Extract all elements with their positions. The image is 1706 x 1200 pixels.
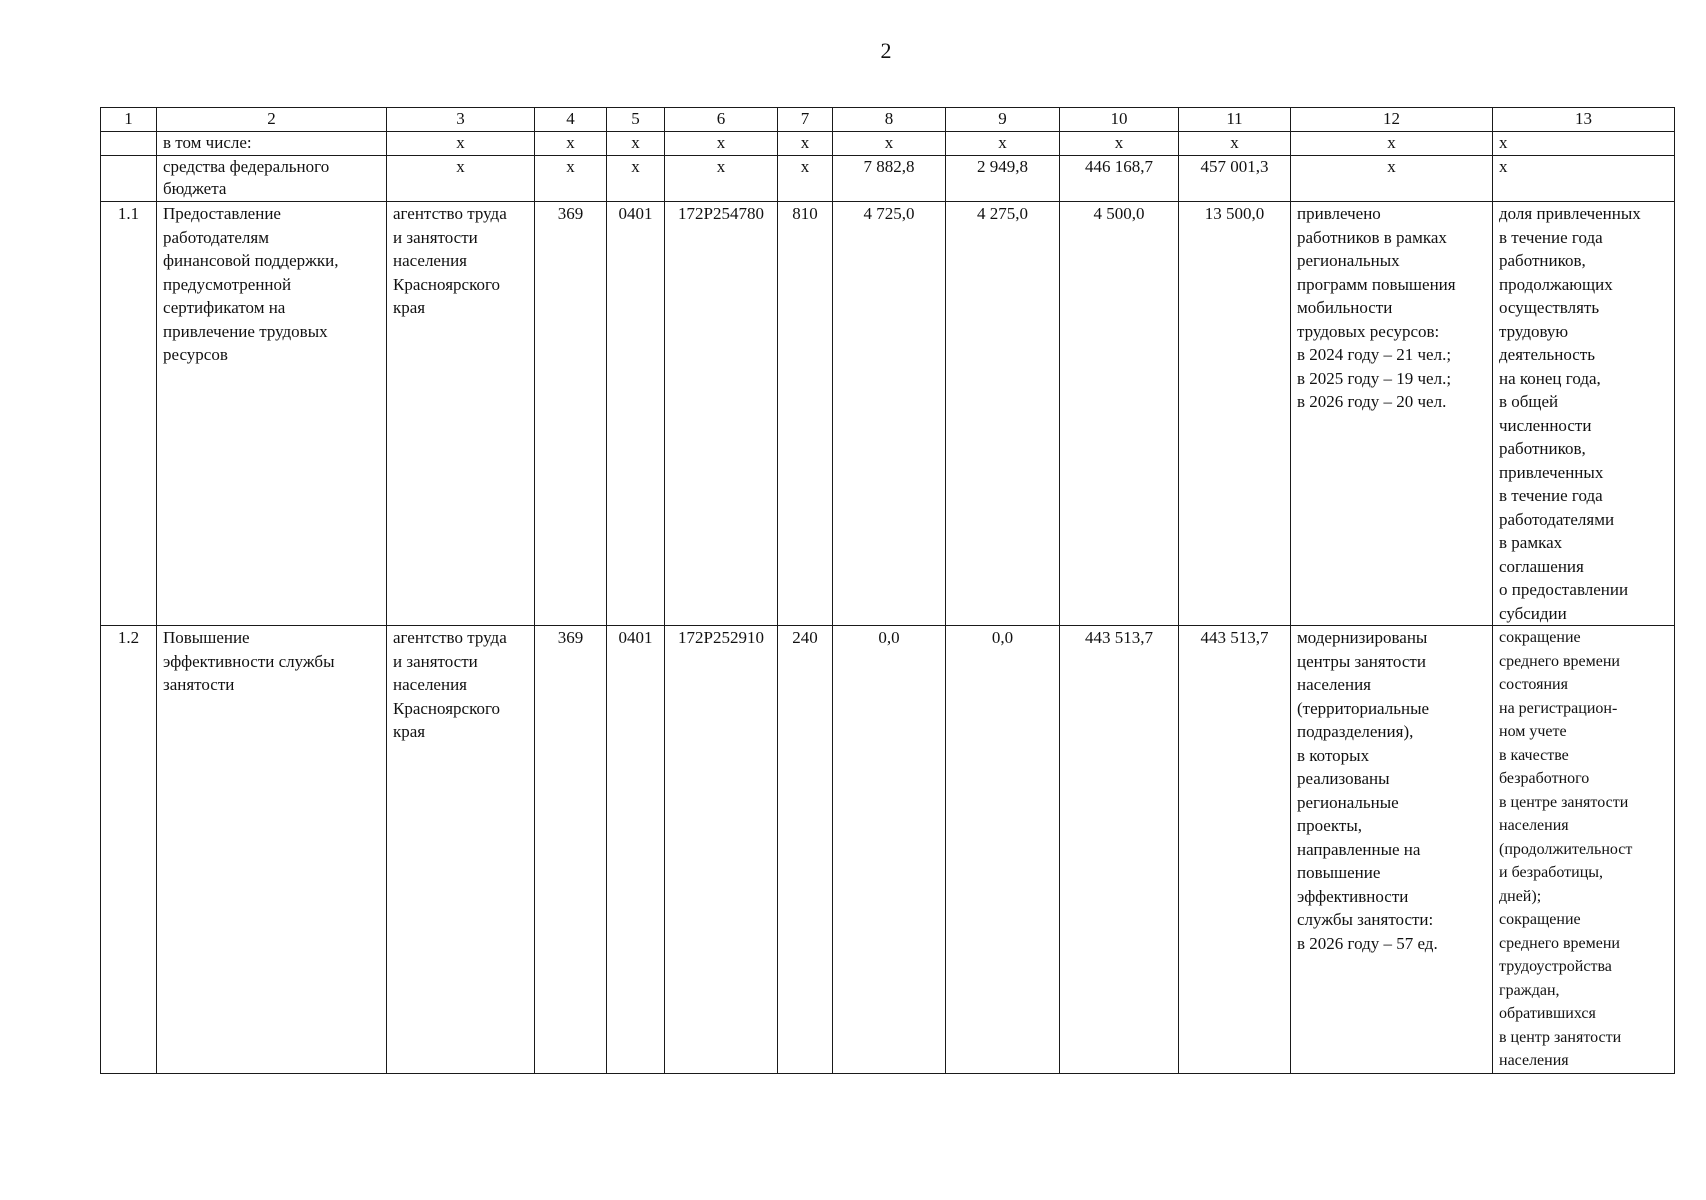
cell-amount: х — [1060, 132, 1179, 156]
table-row — [101, 202, 1675, 626]
cell-amount: х — [946, 132, 1060, 156]
cell-indicator: х — [1493, 156, 1675, 202]
cell-name: Предоставление работодателям финансовой поддержки, предусмотренной сертификатом на привлечение трудовых ресурсов — [157, 202, 387, 626]
cell-total: х — [1179, 132, 1291, 156]
cell-name: в том числе: — [157, 132, 387, 156]
cell-amount: х — [833, 132, 946, 156]
cell-amount: 4 500,0 — [1060, 202, 1179, 626]
page-number: 2 — [880, 38, 892, 63]
cell-indicator: х — [1493, 132, 1675, 156]
cell-amount: 7 882,8 — [833, 156, 946, 202]
column-header: 5 — [607, 108, 665, 132]
column-header: 10 — [1060, 108, 1179, 132]
column-header: 7 — [778, 108, 833, 132]
cell-expense-type: 810 — [778, 202, 833, 626]
cell-result: х — [1291, 132, 1493, 156]
column-header: 13 — [1493, 108, 1675, 132]
cell-amount: 0,0 — [833, 626, 946, 1074]
cell-agency: х — [387, 156, 535, 202]
cell-number — [101, 132, 157, 156]
column-header: 11 — [1179, 108, 1291, 132]
program-table — [100, 107, 1675, 1074]
cell-grbs: 369 — [535, 202, 607, 626]
cell-target-article: 172P252910 — [665, 626, 778, 1074]
cell-amount: 4 275,0 — [946, 202, 1060, 626]
cell-number: 1.2 — [101, 626, 157, 1074]
cell-target-article: х — [665, 132, 778, 156]
cell-amount: 2 949,8 — [946, 156, 1060, 202]
column-header: 1 — [101, 108, 157, 132]
cell-agency: агентство труда и занятости населения Красноярского края — [387, 626, 535, 1074]
cell-number: 1.1 — [101, 202, 157, 626]
cell-number — [101, 156, 157, 202]
cell-target-article: 172P254780 — [665, 202, 778, 626]
cell-result: привлечено работников в рамках региональных программ повышения мобильности трудовых ресурсов: в 2024 году – 21 чел.; в 2025 году – 19 чел.; в 2026 году – 20 чел. — [1291, 202, 1493, 626]
cell-expense-type: 240 — [778, 626, 833, 1074]
cell-grbs: х — [535, 132, 607, 156]
table-row — [101, 156, 1675, 202]
cell-total: 443 513,7 — [1179, 626, 1291, 1074]
table-row — [101, 626, 1675, 1074]
cell-agency: агентство труда и занятости населения Красноярского края — [387, 202, 535, 626]
cell-expense-type: х — [778, 156, 833, 202]
column-header: 8 — [833, 108, 946, 132]
cell-agency: х — [387, 132, 535, 156]
cell-section: х — [607, 156, 665, 202]
column-header: 2 — [157, 108, 387, 132]
cell-name: Повышение эффективности службы занятости — [157, 626, 387, 1074]
cell-section: 0401 — [607, 202, 665, 626]
cell-amount: 446 168,7 — [1060, 156, 1179, 202]
cell-expense-type: х — [778, 132, 833, 156]
cell-result: модернизированы центры занятости населения (территориальные подразделения), в которых реализованы региональные проекты, направленные на повышение эффективности службы занятости: в 2026 году – 57 ед. — [1291, 626, 1493, 1074]
cell-section: 0401 — [607, 626, 665, 1074]
cell-total: 457 001,3 — [1179, 156, 1291, 202]
column-header: 3 — [387, 108, 535, 132]
cell-grbs: 369 — [535, 626, 607, 1074]
column-number-row — [101, 108, 1675, 132]
cell-total: 13 500,0 — [1179, 202, 1291, 626]
cell-indicator: доля привлеченных в течение года работников, продолжающих осуществлять трудовую деятельность на конец года, в общей численности работников, привлеченных в течение года работодателями в рамках соглашения о предоставлении субсидии — [1493, 202, 1675, 626]
cell-indicator: сокращение среднего времени состояния на регистрацион- ном учете в качестве безработного в центре занятости населения (продолжительност и безработицы, дней); сокращение среднего времени трудоустройства граждан, обратившихся в центр занятости населения — [1493, 626, 1675, 1074]
column-header: 6 — [665, 108, 778, 132]
cell-name: средства федерального бюджета — [157, 156, 387, 202]
cell-amount: 443 513,7 — [1060, 626, 1179, 1074]
cell-amount: 0,0 — [946, 626, 1060, 1074]
cell-section: х — [607, 132, 665, 156]
cell-target-article: х — [665, 156, 778, 202]
column-header: 12 — [1291, 108, 1493, 132]
column-header: 4 — [535, 108, 607, 132]
table-row — [101, 132, 1675, 156]
cell-amount: 4 725,0 — [833, 202, 946, 626]
cell-grbs: х — [535, 156, 607, 202]
cell-result: х — [1291, 156, 1493, 202]
column-header: 9 — [946, 108, 1060, 132]
